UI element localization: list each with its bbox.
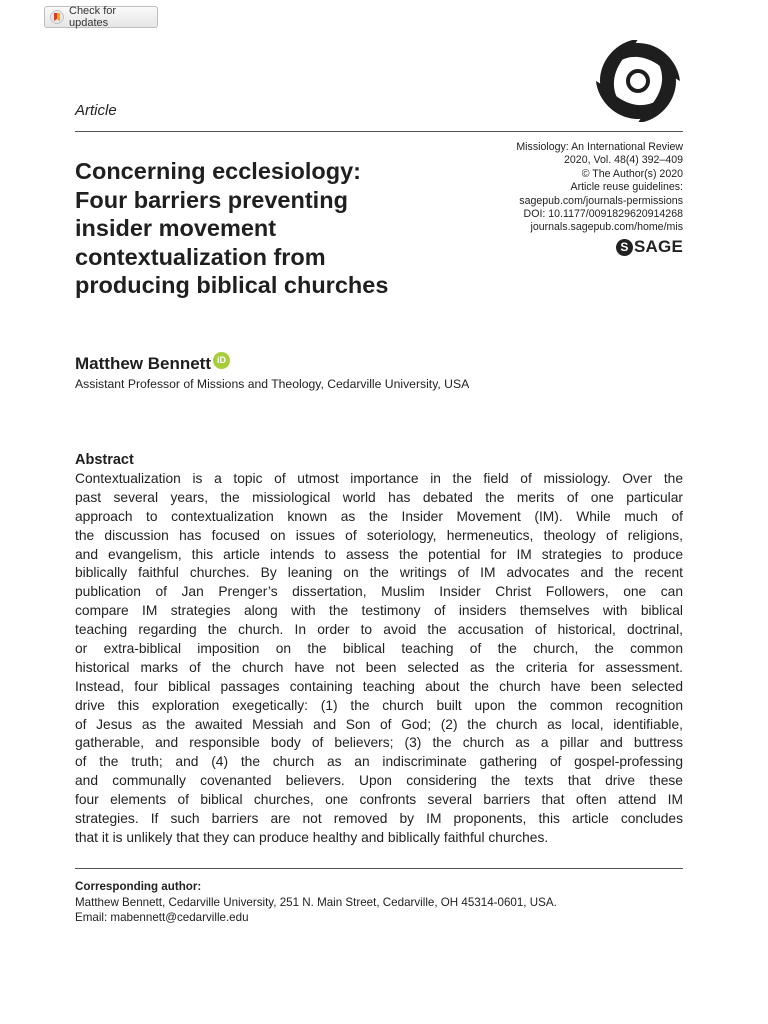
abstract-line: historical marks of the church have not been selected as the criteria for assessment. xyxy=(75,659,683,675)
abstract-line: or extra-biblical imposition on the biblical teaching of the church, the common xyxy=(75,641,683,657)
abstract-line: of the truth; and (4) the church as an indiscriminate gathering of gospel-professing xyxy=(75,754,683,770)
abstract-line: approach to contextualization known as the Insider Movement (IM). While much of xyxy=(75,508,683,524)
abstract-line: gatherable, and responsible body of believers; (3) the church as a pillar and buttress xyxy=(75,735,683,751)
header-divider xyxy=(75,131,683,132)
abstract-line: strategies. If such barriers are not removed by IM proponents, this article concludes xyxy=(75,811,683,827)
copyright-notice: © The Author(s) 2020 xyxy=(581,167,683,180)
journal-metadata xyxy=(443,141,683,235)
abstract-line: teaching regarding the church. In order to avoid the accusation of historical, doctrinal, xyxy=(75,622,683,638)
abstract-line: Instead, four biblical passages containing teaching about the church have been selected xyxy=(75,678,683,694)
corresponding-author-address: Matthew Bennett, Cedarville University, 251 N. Main Street, Cedarville, OH 45314-0601, USA. xyxy=(75,895,557,909)
publisher-logo xyxy=(616,237,683,257)
title-line: contextualization from xyxy=(75,243,326,270)
abstract-line: biblically faithful churches. By leaning on the writings of IM advocates and the recent xyxy=(75,565,683,581)
abstract-line: past several years, the missiological world has debated the merits of one particular xyxy=(75,489,683,505)
check-updates-badge-icon xyxy=(50,10,64,24)
journal-name: Missiology: An International Review xyxy=(516,141,683,153)
sage-mark-icon: S xyxy=(616,239,633,256)
journal-swirl-logo-icon xyxy=(594,40,682,122)
author-block xyxy=(75,354,230,374)
corresponding-author-email[interactable]: Email: mabennett@cedarville.edu xyxy=(75,911,249,924)
abstract-body xyxy=(75,470,683,848)
permissions-link[interactable]: sagepub.com/journals-permissions xyxy=(519,194,683,207)
abstract-line: of Jesus as the awaited Messiah and Son of God; (2) the church as local, identifiable, xyxy=(75,716,683,732)
corresponding-author-heading: Corresponding author: xyxy=(75,880,202,893)
abstract-line: drive this exploration exegetically: (1) the church built upon the common recognition xyxy=(75,697,683,713)
author-affiliation: Assistant Professor of Missions and Theology, Cedarville University, USA xyxy=(75,377,470,391)
abstract-line: four elements of biblical churches, one confronts several barriers that often attend IM xyxy=(75,792,683,808)
abstract-line: publication of Jan Prenger’s dissertation, Muslim Insider Christ Followers, one can xyxy=(75,584,683,600)
abstract-line: Contextualization is a topic of utmost importance in the field of missiology. Over the xyxy=(75,471,683,486)
abstract-line: and evangelism, this article intends to assess the potential for IM strategies to produce xyxy=(75,546,683,562)
title-line: producing biblical churches xyxy=(75,272,389,298)
check-for-updates-button[interactable] xyxy=(44,6,158,28)
article-title xyxy=(75,157,475,300)
orcid-icon[interactable]: iD xyxy=(213,352,230,369)
abstract-line: that it is unlikely that they can produce healthy and biblically faithful churches. xyxy=(75,829,549,845)
doi-link[interactable]: DOI: 10.1177/0091829620914268 xyxy=(523,208,683,221)
journal-home-link[interactable]: journals.sagepub.com/home/mis xyxy=(530,221,683,234)
article-type-label: Article xyxy=(75,102,117,119)
abstract-heading: Abstract xyxy=(75,452,134,468)
check-for-updates-label: Check for updates xyxy=(69,5,117,29)
corresponding-author-block xyxy=(75,879,683,926)
title-line: Four barriers preventing xyxy=(75,186,348,213)
title-line: Concerning ecclesiology: xyxy=(75,158,361,184)
reuse-guidelines-label: Article reuse guidelines: xyxy=(570,181,683,194)
footer-divider xyxy=(75,868,683,869)
abstract-line: compare IM strategies along with the testimony of insiders themselves with biblical xyxy=(75,603,683,619)
abstract-line: the discussion has focused on issues of soteriology, hermeneutics, theology of religions, xyxy=(75,527,683,543)
publisher-name: SAGE xyxy=(634,237,683,256)
author-name: Matthew Bennett xyxy=(75,354,211,373)
abstract-line: and communally covenanted believers. Upon considering the texts that drive these xyxy=(75,773,683,789)
journal-volume: 2020, Vol. 48(4) 392–409 xyxy=(564,154,683,167)
title-line: insider movement xyxy=(75,215,277,241)
